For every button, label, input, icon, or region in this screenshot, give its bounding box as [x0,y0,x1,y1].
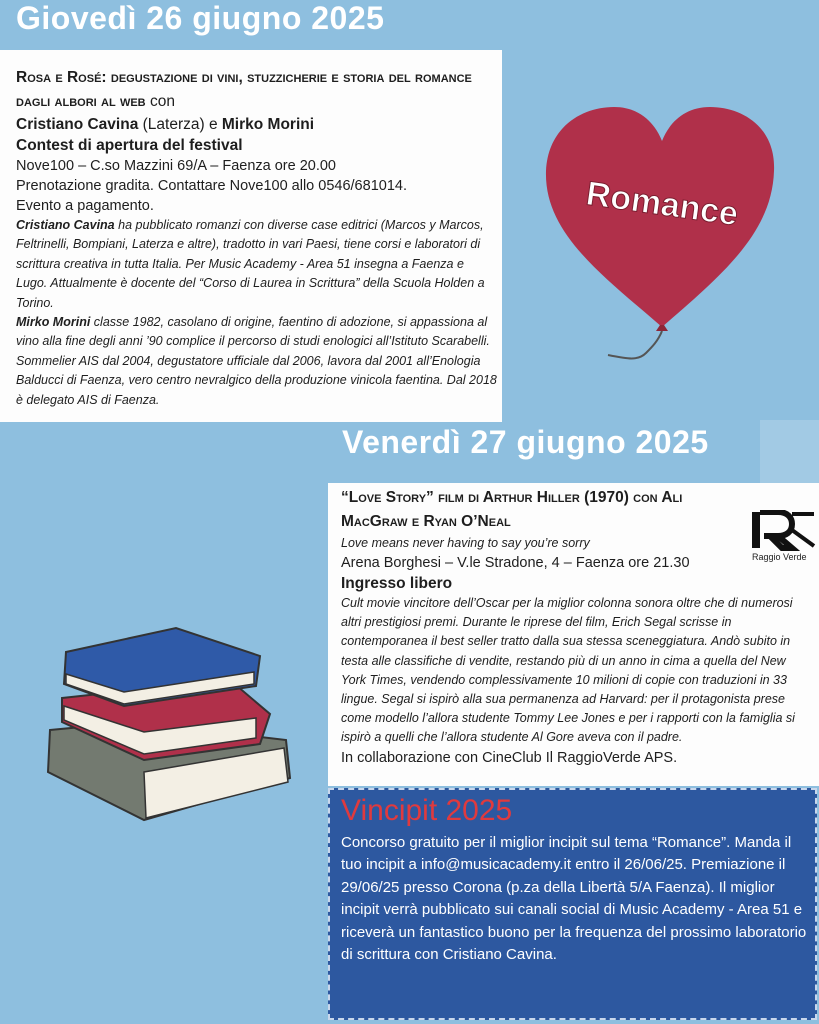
event2-tagline: Love means never having to say you’re sorry [341,536,590,550]
bio-cavina-name: Cristiano Cavina [16,218,115,232]
guest-conjunction: e [208,116,218,133]
event2-location: Arena Borghesi – V.le Stradone, 4 – Faenza ore 21.30 [341,555,690,571]
event1-content [16,66,498,410]
bio-morini-text: classe 1982, casolano di origine, faentino di adozione, si appassiona al vino alla fine degli anni ’90 complice il percorso di studi enologici all’Istituto Scarabelli. Sommelier AIS dal 2004, degustatore ufficiale dal 2006, lavora dal 2001 all’Enologia Balducci di Faenza, vero centro nevralgico della produzione vinicola faentina. Dal 2018 è delegato AIS di Faenza. [16,315,497,407]
event2-entry: Ingresso libero [341,575,453,592]
logo-label: Raggio Verde [752,552,807,562]
event2-description: Cult movie vincitore dell’Oscar per la miglior colonna sonora oltre che di numerosi altri prestigiosi premi. Durante le riprese del film, Erich Segal scrisse in contemporanea il best seller tratto dalla sua stessa sceneggiatura. Andò subito in testa alle classifiche di vendite, restando più di un anno in cima a quella del New York Times, vendendo complessivamente 10 milioni di copie con traduzioni in 33 lingue. Segal si ispirò alla sua permanenza ad Harvard: per il protagonista prese come modello l’allora studente Tommy Lee Jones e per i rapporti con la famiglia si ispirò a quelli che l’allora studente Al Gore aveva con il padre. [341,596,795,745]
date-heading-day1: Giovedì 26 giugno 2025 [16,0,385,36]
vincipit-title: Vincipit 2025 [341,794,513,827]
event2-collab: In collaborazione con CineClub Il RaggioVerde APS. [341,749,678,766]
event1-payment: Evento a pagamento. [16,198,154,214]
event1-title-con: con [145,93,175,110]
event1-title [16,66,498,114]
event2-content [341,486,811,768]
event1-guests [16,114,498,135]
date-heading-day2: Venerdì 27 giugno 2025 [342,424,709,460]
event1-title-text: Rosa e Rosé: degustazione di vini, stuzzicherie e storia del romance dagli albori al web [16,69,472,110]
books-stack-icon [44,622,294,822]
event1-booking: Prenotazione gradita. Contattare Nove100 allo 0546/681014. [16,178,407,194]
event2-title: “Love Story” film di Arthur Hiller (1970) con Ali MacGraw e Ryan O’Neal [341,489,683,530]
guest-name-1: Cristiano Cavina [16,116,139,133]
heart-balloon-icon [542,105,782,365]
bio-morini-name: Mirko Morini [16,315,91,330]
event1-contest: Contest di apertura del festival [16,137,243,154]
vincipit-text: Concorso gratuito per il miglior incipit sul tema “Romance”. Manda il tuo incipit a info@musicacademy.it entro il 26/06/25. Premiazione il 29/06/25 presso Corona (p.za della Libertà 5/A Faenza). Il miglior incipit verrà pubblicato sui canali social di Music Academy - Area 51 e riceverà un fantastico buono per la frequenza del prossimo laboratorio di scrittura con Cristiano Cavina. [341,834,807,964]
bio-morini [16,313,498,410]
guest-publisher-1: (Laterza) [138,116,209,133]
guest-name-2: Mirko Morini [217,116,315,133]
heart-label: Romance [583,174,741,234]
bio-cavina [16,216,498,313]
bio-cavina-text: ha pubblicato romanzi con diverse case editrici (Marcos y Marcos, Feltrinelli, Bompiani, Laterza e altre), tradotto in vari Paesi, tiene corsi e laboratori di scrittura creativa in tutta Italia. Per Music Academy - Area 51 insegna a Faenza e Lugo. Attualmente è docente del “Corso di Laurea in Scrittura” della Scuola Holden a Torino. [16,218,485,310]
event1-location: Nove100 – C.so Mazzini 69/A – Faenza ore 20.00 [16,158,336,174]
